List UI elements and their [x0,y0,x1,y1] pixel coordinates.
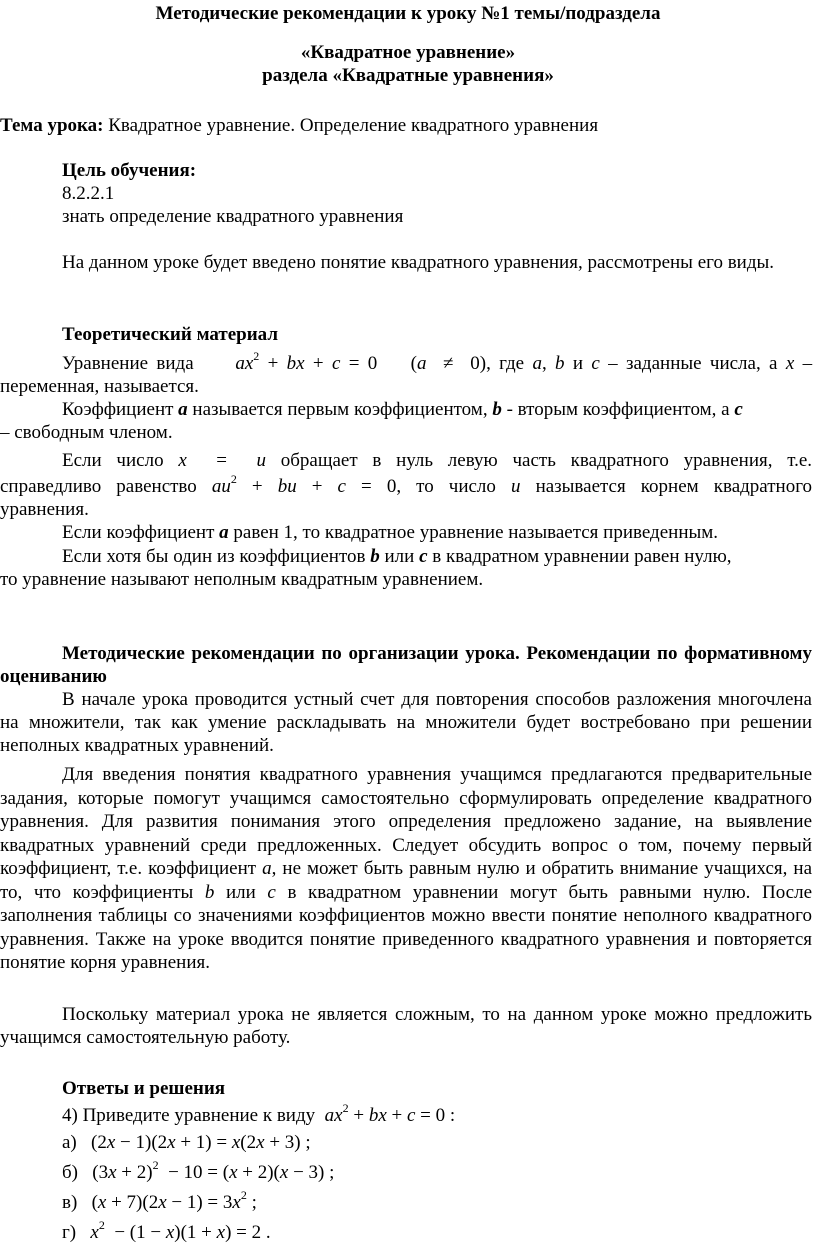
answer-item: г) $x^2 - (1 - x)(1 + x) = 2$ . [62,1218,271,1243]
doc-section: раздела «Квадратные уравнения» [262,65,554,86]
theory-p5-line1: Если хотя бы один из коэффициентов b или c в квадратном уравнении равен нулю, [62,546,732,567]
answers-task: 4) Приведите уравнение к виду $ax^2$ + bx + c = 0 : [62,1101,456,1126]
intro-paragraph: На данном уроке будет введено понятие квадратного уравнения, рассмотрены его виды. [62,252,775,273]
theory-p3-line3: уравнения. [0,499,89,520]
methods-p1: В начале урока проводится устный счет для повторения способов разложения многочлена на множители, так как умение раскладывать на множители будет востребовано при решении неполных квадратных уравнений. [0,689,812,756]
quadratic-formula: $ax^2$ + bx + c = 0 [235,349,378,374]
theory-p4: Если коэффициент a равен 1, то квадратное уравнение называется приведенным. [62,522,719,543]
theory-p1-line2: переменная, называется. [0,376,199,397]
goal-label: Цель обучения: [62,160,197,181]
methods-p2: Для введения понятия квадратного уравнения учащимся предлагаются предварительные задания, которые помогут учащимся самостоятельно сформулировать определение квадратного уравнения. Для развития понимания этого определения предложено задание, на выявление квадратных уравнений среди предложенных. Следует обсудить вопрос о том, почему первый коэффициент, т.е. коэффициент a, не может быть равным нулю и обратить внимание учащихся, на то, что коэффициенты b или c в квадратном уравнении могут быть равными нулю. После заполнения таблицы со значениями коэффициентов можно ввести понятие неполного квадратного уравнения. Также на уроке вводится понятие приведенного квадратного уравнения и повторяется понятие корня уравнения. [0,764,813,973]
doc-title: Методические рекомендации к уроку №1 темы/подраздела [155,3,661,24]
topic-text: Квадратное уравнение. Определение квадратного уравнения [103,115,599,136]
answer-item: а) (2x − 1)(2x + 1) = x(2x + 3) ; [62,1132,311,1153]
topic-line [0,114,812,137]
theory-p2-line1: Коэффициент a называется первым коэффициентом, b - вторым коэффициентом, а c [62,399,743,420]
equation-d: $x^2 - (1 - x)(1 + x) = 2$ . [90,1218,271,1243]
methods-heading: Методические рекомендации по организации урока. Рекомендации по формативному оцениванию [0,643,812,687]
theory-p1-line1: Уравнение вида $ax^2$ + bx + c = 0 (a ≠ 0), где a, b и c – заданные числа, а x – [62,349,813,374]
goal-text: знать определение квадратного уравнения [62,206,404,227]
answers-heading: Ответы и решения [62,1078,226,1099]
theory-p2-line2: – свободным членом. [0,422,173,443]
theory-p5-line2: то уравнение называют неполным квадратным уравнением. [0,569,484,590]
equation-b: $(3x + 2)^2 - 10 = (x + 2)(x - 3)$ ; [92,1158,335,1183]
theory-p3-line1: Если число x = u обращает в нуль левую часть квадратного уравнения, т.е. [62,450,813,471]
theory-p3-line2: справедливо равенство $au^2$ + bu + c = 0, то число u называется корнем квадратного [0,472,813,497]
topic-label: Тема урока: [0,115,104,136]
target-form: $ax^2$ + bx + c = 0 [324,1101,446,1126]
equation-a: (2x − 1)(2x + 1) = x(2x + 3) ; [91,1132,311,1153]
root-equality: $au^2$ + bu + c = 0 [211,472,397,497]
answer-item: в) $(x + 7)(2x - 1) = 3x^2$ ; [62,1188,257,1213]
theory-heading: Теоретический материал [62,324,278,345]
answer-item: б) $(3x + 2)^2 - 10 = (x + 2)(x - 3)$ ; [62,1158,335,1183]
doc-subtitle: «Квадратное уравнение» [300,42,516,63]
equation-c: $(x + 7)(2x - 1) = 3x^2$ ; [91,1188,257,1213]
goal-code: 8.2.2.1 [62,183,115,204]
methods-p3: Поскольку материал урока не является сложным, то на данном уроке можно предложить учащимся самостоятельную работу. [0,1004,812,1048]
